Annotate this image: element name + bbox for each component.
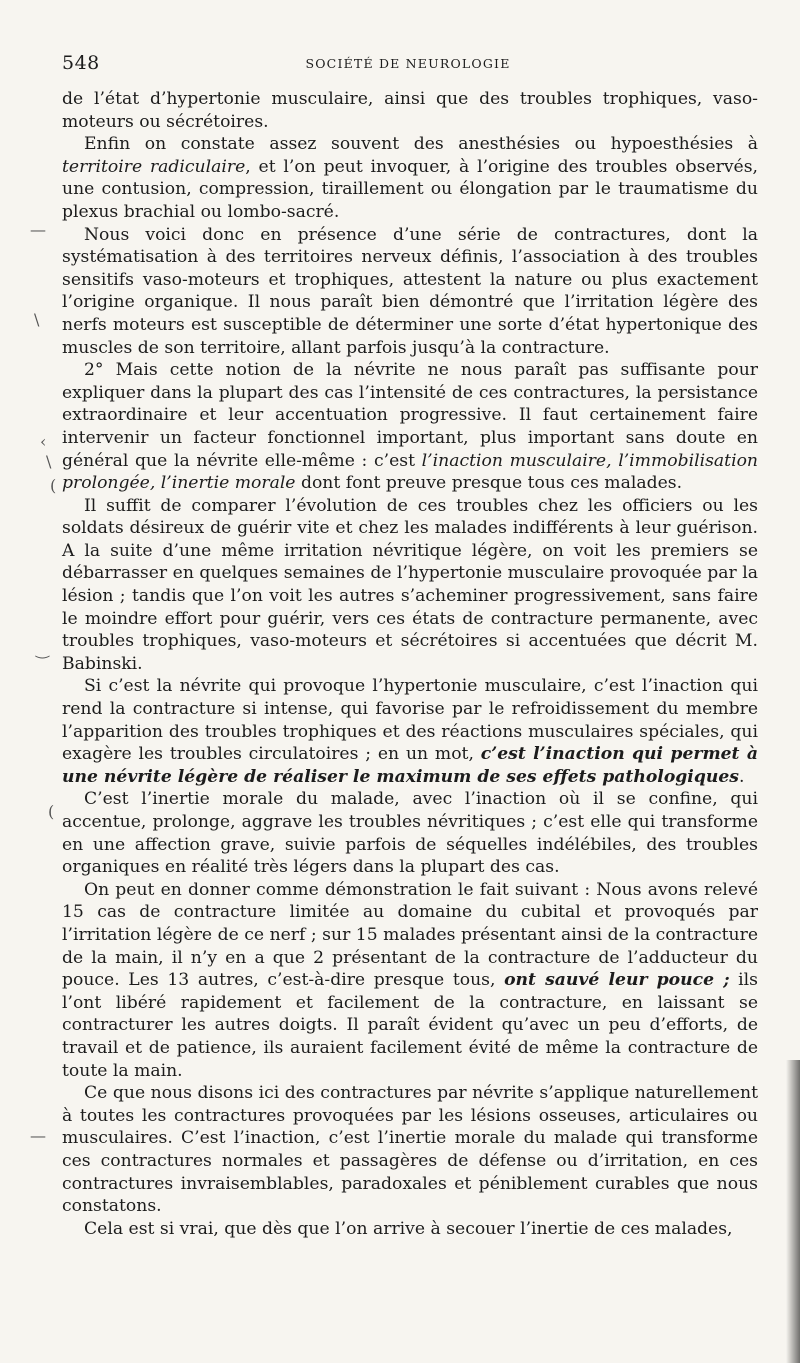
paragraph bbox=[62, 133, 758, 223]
italic-phrase: ont sauvé leur pouce ; bbox=[504, 970, 730, 991]
paragraph bbox=[62, 359, 758, 495]
margin-mark: — bbox=[30, 1126, 46, 1145]
paragraph-text: C’est l’inertie morale du malade, avec l’inaction où il se confine, qui accentue, prolonge, aggrave les troubles névritiques ; c’est elle qui transforme en une affection grave, suivie parfois de séquelles indélébiles, des troubles organiques en réalité très légers dans la plupart des cas. bbox=[62, 789, 758, 878]
paragraph-text: Si c’est la névrite qui provoque l’hypertonie musculaire, c’est l’inaction qui rend la contracture si intense, qui favorise par le refroidissement du membre l’apparition des troubles trophiques et des réactions musculaires spéciales, qui exagère les troubles circulatoires ; en un mot, bbox=[62, 676, 758, 765]
paragraph bbox=[62, 879, 758, 1082]
paragraph bbox=[62, 88, 758, 133]
paragraph-text: dont font preuve presque tous ces malades. bbox=[295, 473, 683, 494]
italic-phrase: territoire radiculaire bbox=[62, 156, 246, 177]
paragraph bbox=[62, 788, 758, 878]
paragraph-text: On peut en donner comme démonstration le fait suivant : Nous avons relevé 15 cas de contracture limitée au domaine du cubital et provoqués par l’irritation légère de ce nerf ; sur 15 malades présentant ainsi de la contracture de la main, il n’y en a que 2 présentant de la contracture de l’adducteur du pouce. Les 13 autres, c’est-à-dire presque tous, bbox=[62, 879, 758, 991]
paragraph bbox=[62, 1218, 758, 1241]
margin-mark: ( bbox=[48, 802, 55, 821]
paragraph-text: , et l’on peut invoquer, à l’origine des troubles observés, une contusion, compression, tiraillement ou élongation par le traumatisme du plexus brachial ou lombo-sacré. bbox=[62, 156, 758, 222]
paragraph bbox=[62, 495, 758, 676]
paragraph-text: Il suffit de comparer l’évolution de ces troubles chez les officiers ou les soldats désireux de guérir vite et chez les malades indifférents à leur guérison. A la suite d’une même irritation névritique légère, on voit les premiers se débarrasser en quelques semaines de l’hypertonie musculaire provoquée par la lésion ; tandis que l’on voit les autres s’acheminer progressivement, sans faire le moindre effort pour guérir, vers ces états de contracture permanente, avec troubles trophiques, vaso-moteurs et sécrétoires si accentuées que décrit M. Babinski. bbox=[62, 495, 758, 674]
margin-mark: \ bbox=[34, 310, 40, 329]
paragraph bbox=[62, 1082, 758, 1218]
page-header bbox=[62, 52, 754, 76]
paragraph-text: 2° Mais cette notion de la névrite ne nous paraît pas suffisante pour expliquer dans la plupart des cas l’intensité de ces contractures, la persistance extraordinaire et leur accentuation progressive. Il faut certainement faire intervenir un facteur fonctionnel important, plus important sans doute en général que la névrite elle-même : c’est bbox=[62, 360, 758, 471]
paragraph-text: Enfin on constate assez souvent des anesthésies ou hypoesthésies à bbox=[84, 134, 758, 155]
page-number: 548 bbox=[62, 52, 100, 74]
margin-mark: — bbox=[30, 220, 46, 239]
body-text bbox=[62, 88, 758, 1240]
page-edge-shadow bbox=[786, 1060, 800, 1363]
paragraph-text: Cela est si vrai, que dès que l’on arrive à secouer l’inertie de ces malades, bbox=[84, 1218, 733, 1239]
margin-mark: ‿ bbox=[36, 640, 49, 659]
running-title: SOCIÉTÉ DE NEUROLOGIE bbox=[305, 56, 511, 71]
margin-mark: ‹ bbox=[40, 432, 47, 451]
italic-phrase: l’inaction musculaire, l’immobilisation prolongée, l’inertie morale bbox=[62, 450, 758, 494]
paragraph bbox=[62, 675, 758, 788]
paragraph-text: . bbox=[738, 766, 745, 787]
margin-mark: \ bbox=[46, 452, 52, 471]
paragraph-text: Ce que nous disons ici des contractures par névrite s’applique naturellement à toutes les contractures provoquées par les lésions osseuses, articulaires ou musculaires. C’est l’inaction, c’est l’inertie morale du malade qui transforme ces contractures normales et passagères de défense ou d’irritation, en ces contractures invraisemblables, paradoxales et péniblement curables que nous constatons. bbox=[62, 1083, 758, 1217]
paragraph-text: ils l’ont libéré rapidement et facilement de la contracture, en laissant se contracturer les autres doigts. Il paraît évident qu’avec un peu d’efforts, de travail et de patience, ils auraient facilement évité de même la contracture de toute la main. bbox=[62, 970, 758, 1081]
margin-mark: ( bbox=[50, 476, 57, 495]
paragraph bbox=[62, 224, 758, 360]
paragraph-text: de l’état d’hypertonie musculaire, ainsi que des troubles trophiques, vaso-moteurs ou sécrétoires. bbox=[62, 89, 758, 132]
paragraph-text: Nous voici donc en présence d’une série de contractures, dont la systématisation à des territoires nerveux définis, l’association à des troubles sensitifs vaso-moteurs et trophiques, attestent la nature ou plus exactement l’origine organique. Il nous paraît bien démontré que l’irritation légère des nerfs moteurs est susceptible de déterminer une sorte d’état hypertonique des muscles de son territoire, allant parfois jusqu’à la contracture. bbox=[62, 224, 758, 358]
italic-phrase: c’est l’inaction qui permet à une névrite légère de réaliser le maximum de ses effets pathologiques bbox=[62, 744, 758, 787]
